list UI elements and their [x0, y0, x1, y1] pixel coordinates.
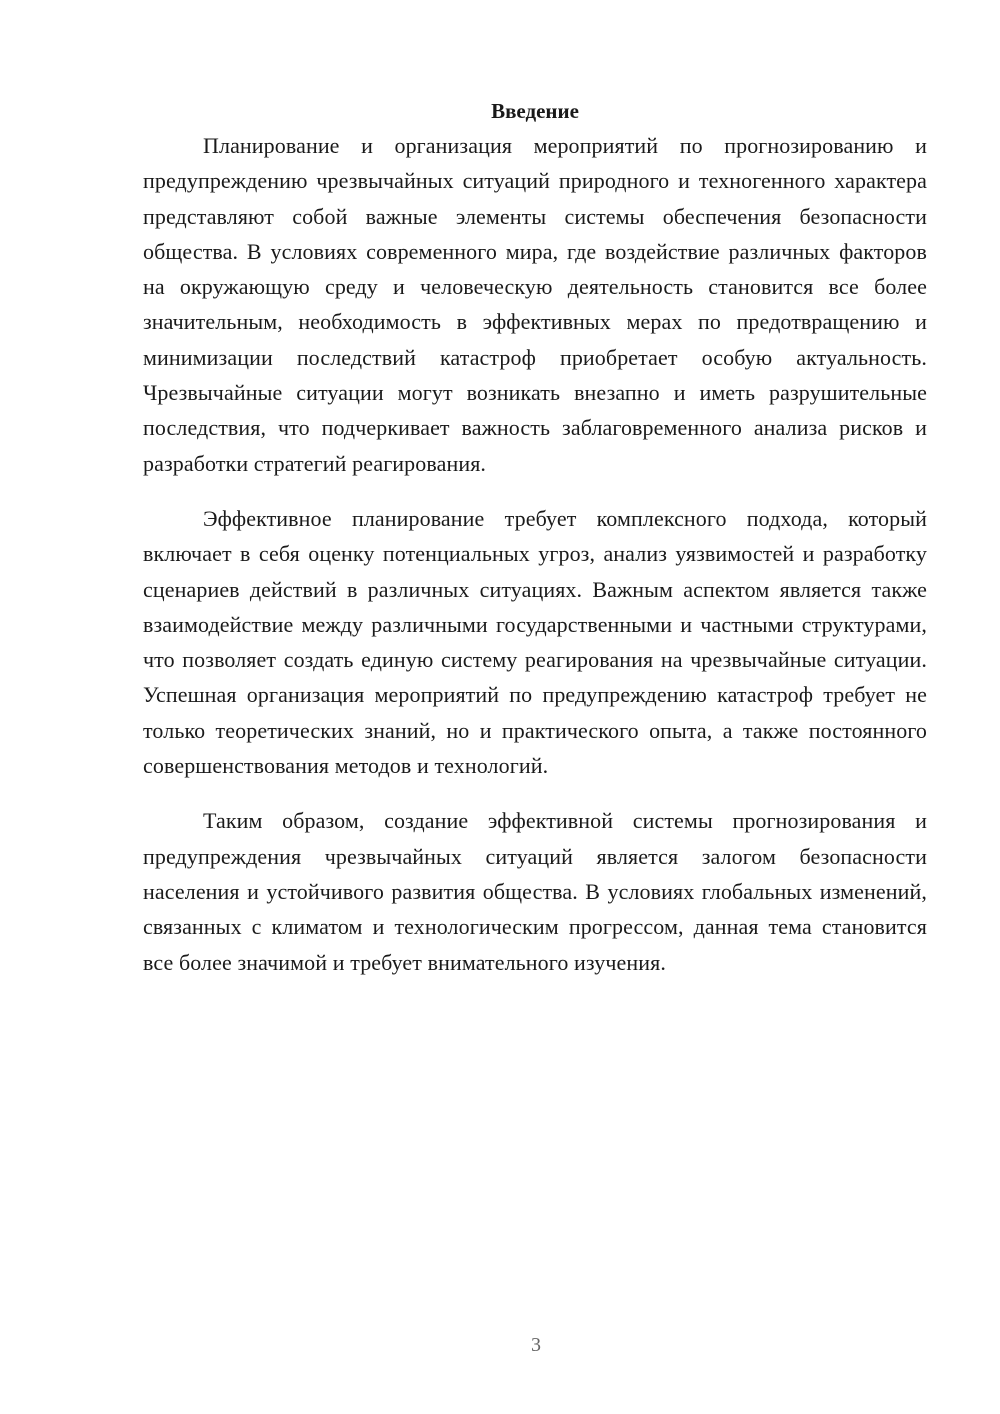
page-content	[143, 96, 927, 1000]
paragraph-2: Эффективное планирование требует комплексного подхода, который включает в себя оценку потенциальных угроз, анализ уязвимостей и разработку сценариев действий в различных ситуациях. Важным аспектом является также взаимодействие между различными государственными и частными структурами, что позволяет создать единую систему реагирования на чрезвычайные ситуации. Успешная организация мероприятий по предупреждению катастроф требует не только теоретических знаний, но и практического опыта, а также постоянного совершенствования методов и технологий.	[143, 505, 927, 779]
page-number: 3	[531, 1334, 541, 1356]
section-title: Введение	[491, 99, 579, 123]
paragraph-1: Планирование и организация мероприятий по прогнозированию и предупреждению чрезвычайных ситуаций природного и техногенного характера представляют собой важные элементы системы обеспечения безопасности общества. В условиях современного мира, где воздействие различных факторов на окружающую среду и человеческую деятельность становится все более значительным, необходимость в эффективных мерах по предотвращению и минимизации последствий катастроф приобретает особую актуальность. Чрезвычайные ситуации могут возникать внезапно и иметь разрушительные последствия, что подчеркивает важность заблаговременного анализа рисков и разработки стратегий реагирования.	[143, 133, 927, 476]
paragraph-3: Таким образом, создание эффективной системы прогнозирования и предупреждения чрезвычайных ситуаций является залогом безопасности населения и устойчивого развития общества. В условиях глобальных изменений, связанных с климатом и технологическим прогрессом, данная тема становится все более значимой и требует внимательного изучения.	[143, 808, 927, 975]
